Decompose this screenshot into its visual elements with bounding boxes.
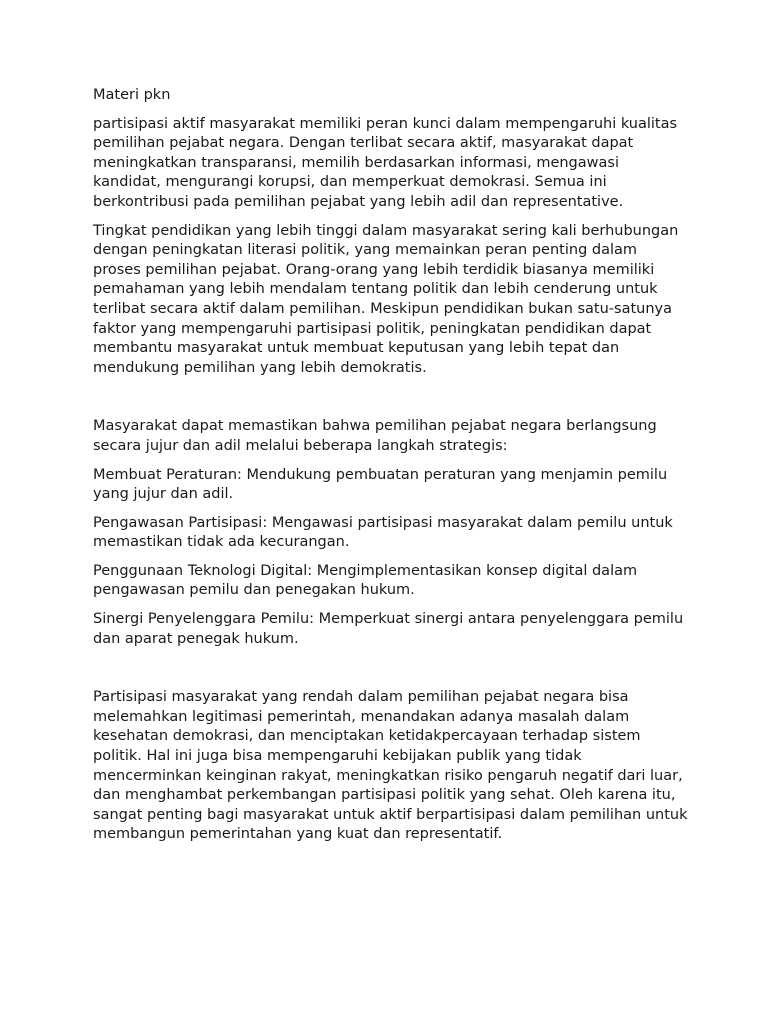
paragraph-low-participation: Partisipasi masyarakat yang rendah dalam pemilihan pejabat negara bisa melemahkan legitimasi pemerintah, menandakan adanya masalah dalam kesehatan demokrasi, dan menciptakan ketidakpercayaan terhadap sistem politik. Hal ini juga bisa mempengaruhi kebijakan publik yang tidak mencerminkan keinginan rakyat, meningkatkan risiko pengaruh negatif dari luar, dan menghambat perkembangan partisipasi politik yang sehat. Oleh karena itu, sangat penting bagi masyarakat untuk aktif berpartisipasi dalam pemilihan untuk membangun pemerintahan yang kuat dan representatif. bbox=[93, 689, 688, 843]
paragraph-education: Tingkat pendidikan yang lebih tinggi dalam masyarakat sering kali berhubungan dengan peningkatan literasi politik, yang memainkan peran penting dalam proses pemilihan pejabat. Orang-orang yang lebih terdidik biasanya memiliki pemahaman yang lebih mendalam tentang politik dan lebih cenderung untuk terlibat secara aktif dalam pemilihan. Meskipun pendidikan bukan satu-satunya faktor yang mempengaruhi partisipasi politik, peningkatan pendidikan dapat membantu masyarakat untuk membuat keputusan yang lebih tepat dan mendukung pemilihan yang lebih demokratis. bbox=[93, 222, 679, 376]
paragraph-intro: partisipasi aktif masyarakat memiliki peran kunci dalam mempengaruhi kualitas pemilihan pejabat negara. Dengan terlibat secara aktif, masyarakat dapat meningkatkan transparansi, memilih berdasarkan informasi, mengawasi kandidat, mengurangi korupsi, dan memperkuat demokrasi. Semua ini berkontribusi pada pemilihan pejabat yang lebih adil dan representative. bbox=[93, 115, 678, 210]
paragraph-strategies-intro: Masyarakat dapat memastikan bahwa pemilihan pejabat negara berlangsung secara jujur dan adil melalui beberapa langkah strategis: bbox=[93, 418, 657, 454]
paragraph-strategy-synergy: Sinergi Penyelenggara Pemilu: Memperkuat sinergi antara penyelenggara pemilu dan aparat penegak hukum. bbox=[93, 611, 684, 647]
document-title: Materi pkn bbox=[93, 87, 171, 103]
paragraph-strategy-oversight: Pengawasan Partisipasi: Mengawasi partisipasi masyarakat dalam pemilu untuk memastikan tidak ada kecurangan. bbox=[93, 514, 673, 551]
paragraph-strategy-regulation: Membuat Peraturan: Mendukung pembuatan peraturan yang menjamin pemilu yang jujur dan adil. bbox=[93, 466, 668, 503]
paragraph-strategy-digital: Penggunaan Teknologi Digital: Mengimplementasikan konsep digital dalam pengawasan pemilu dan penegakan hukum. bbox=[93, 562, 638, 599]
